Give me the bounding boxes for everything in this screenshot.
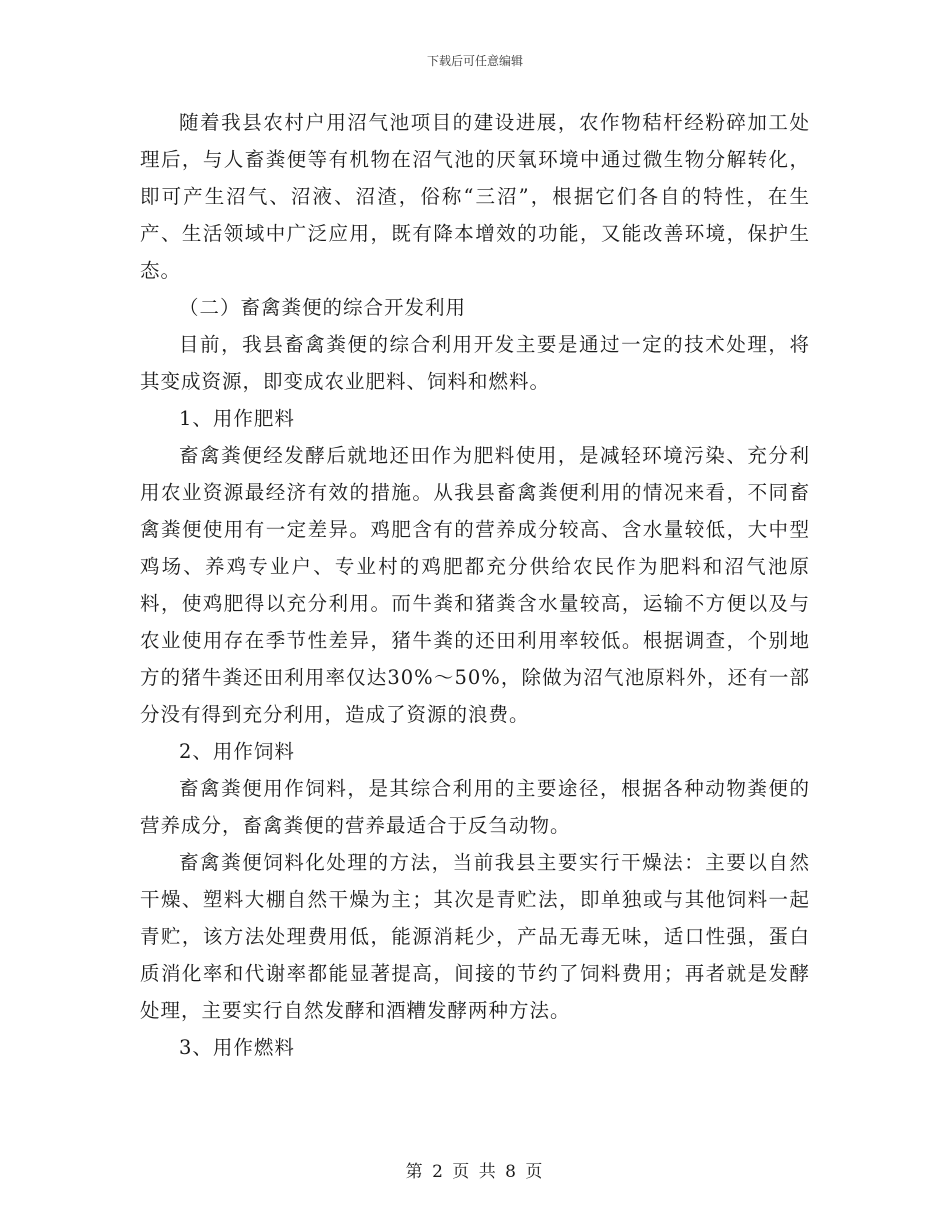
subsection-title-fertilizer: 1、用作肥料 <box>179 407 295 430</box>
paragraph-biogas: 随着我县农村户用沼气池项目的建设进展，农作物秸杆经粉碎加工处理后，与人畜粪便等有机物在沼气池的厌氧环境中通过微生物分解转化，即可产生沼气、沼液、沼渣，俗称“三沼”，根据它们各自的特性，在生产、生活领域中广泛应用，既有降本增效的功能，又能改善环境，保护生态。 <box>140 111 810 282</box>
paragraph-fertilizer: 畜禽粪便经发酵后就地还田作为肥料使用，是减轻环境污染、充分利用农业资源最经济有效的措施。从我县畜禽粪便利用的情况来看，不同畜禽粪便使用有一定差异。鸡肥含有的营养成分较高、含水量较低，大中型鸡场、养鸡专业户、专业村的鸡肥都充分供给农民作为肥料和沼气池原料，使鸡肥得以充分利用。而牛粪和猪粪含水量较高，运输不方便以及与农业使用存在季节性差异，猪牛粪的还田利用率较低。根据调查，个别地方的猪牛粪还田利用率仅达30%～50%，除做为沼气池原料外，还有一部分没有得到充分利用，造成了资源的浪费。 <box>140 444 810 726</box>
paragraph-manure-overview: 目前，我县畜禽粪便的综合利用开发主要是通过一定的技术处理，将其变成资源，即变成农业肥料、饲料和燃料。 <box>140 333 810 393</box>
page-number: 第 2 页 共 8 页 <box>405 1162 545 1182</box>
subsection-title-feed: 2、用作饲料 <box>179 740 295 763</box>
document-body <box>140 104 810 1066</box>
subsection-title-fuel: 3、用作燃料 <box>179 1036 295 1059</box>
paragraph-feed-methods: 畜禽粪便饲料化处理的方法，当前我县主要实行干燥法：主要以自然干燥、塑料大棚自然干燥为主；其次是青贮法，即单独或与其他饲料一起青贮，该方法处理费用低，能源消耗少，产品无毒无味，适口性强，蛋白质消化率和代谢率都能显著提高，间接的节约了饲料费用；再者就是发酵处理，主要实行自然发酵和酒糟发酵两种方法。 <box>140 851 810 1022</box>
paragraph-feed-intro: 畜禽粪便用作饲料，是其综合利用的主要途径，根据各种动物粪便的营养成分，畜禽粪便的营养最适合于反刍动物。 <box>140 777 810 837</box>
section-title-manure-utilization: （二）畜禽粪便的综合开发利用 <box>179 296 467 319</box>
page-header-note: 下载后可任意编辑 <box>426 54 523 68</box>
